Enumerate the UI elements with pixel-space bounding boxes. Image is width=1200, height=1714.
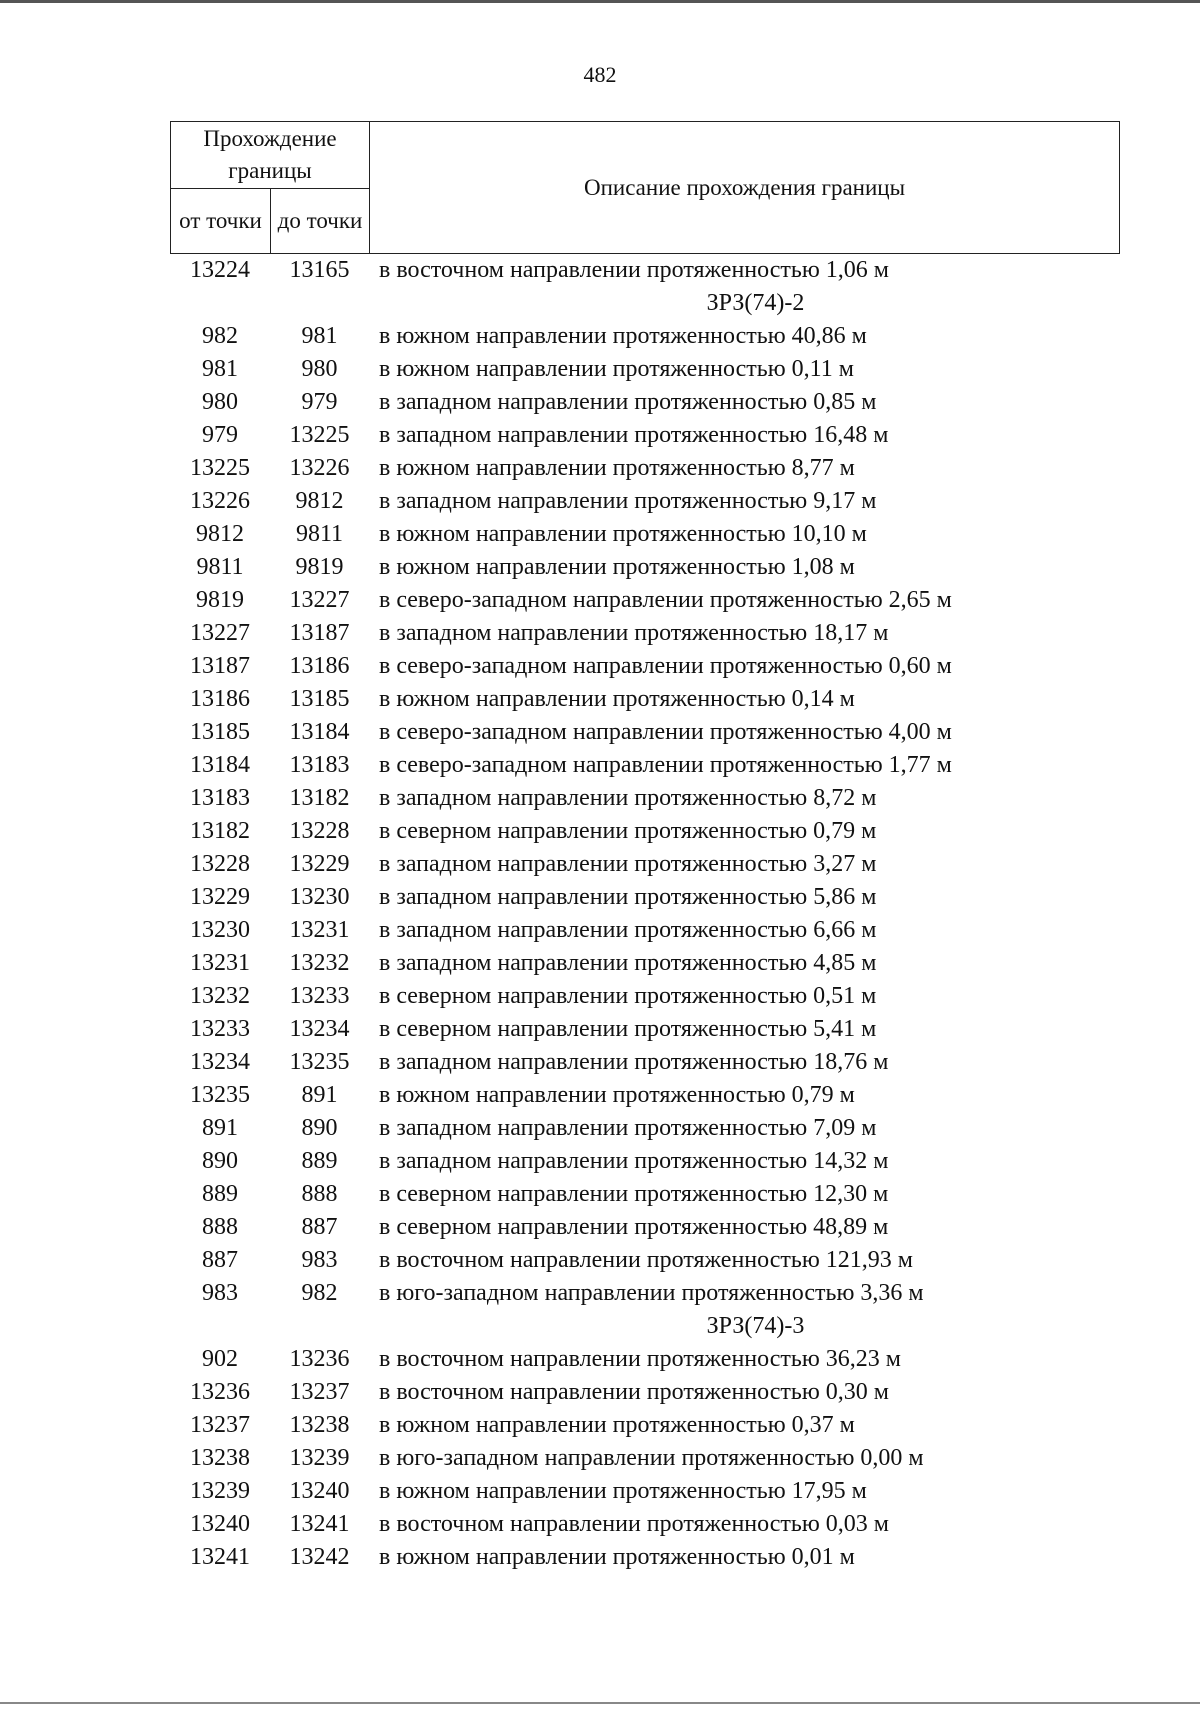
description-cell: в северо-западном направлении протяженностью 1,77 м xyxy=(379,752,952,778)
to-point-cell: 13235 xyxy=(289,1049,350,1075)
description-cell: в западном направлении протяженностью 8,72 м xyxy=(379,785,877,811)
description-cell: в южном направлении протяженностью 0,01 м xyxy=(379,1544,855,1570)
table-row xyxy=(170,1013,1119,1046)
to-point-cell: 9812 xyxy=(295,488,344,514)
table-row xyxy=(170,749,1119,782)
description-cell: в западном направлении протяженностью 9,17 м xyxy=(379,488,877,514)
from-point-cell: 13240 xyxy=(190,1511,250,1537)
from-point-cell: 982 xyxy=(202,323,238,349)
scan-top-edge xyxy=(0,0,1200,3)
to-point-cell: 889 xyxy=(301,1148,338,1174)
table-header xyxy=(170,121,1120,254)
description-cell: в северо-западном направлении протяженностью 4,00 м xyxy=(379,719,952,745)
from-point-cell: 887 xyxy=(202,1247,238,1273)
header-from-point: от точки xyxy=(171,189,271,254)
boundary-table-body xyxy=(170,254,1119,1574)
to-point-cell: 13186 xyxy=(289,653,350,679)
from-point-cell: 13183 xyxy=(190,785,250,811)
description-cell: в северо-западном направлении протяженностью 0,60 м xyxy=(379,653,952,679)
to-point-cell: 13229 xyxy=(289,851,350,877)
table-row xyxy=(170,1079,1119,1112)
table-row xyxy=(170,584,1119,617)
from-point-cell: 13184 xyxy=(190,752,250,778)
description-cell: в юго-западном направлении протяженностью 0,00 м xyxy=(379,1445,924,1471)
to-point-cell: 13237 xyxy=(289,1379,350,1405)
section-heading-row xyxy=(170,1310,1119,1343)
description-cell: в западном направлении протяженностью 5,86 м xyxy=(379,884,877,910)
description-cell: в восточном направлении протяженностью 1,06 м xyxy=(379,257,889,283)
description-cell: в южном направлении протяженностью 8,77 м xyxy=(379,455,855,481)
description-cell: в северном направлении протяженностью 12,30 м xyxy=(379,1181,889,1207)
from-point-cell: 13238 xyxy=(190,1445,250,1471)
table-row xyxy=(170,1112,1119,1145)
description-cell: в восточном направлении протяженностью 0,30 м xyxy=(379,1379,889,1405)
to-point-cell: 13239 xyxy=(289,1445,350,1471)
to-point-cell: 13233 xyxy=(289,983,350,1009)
to-point-cell: 980 xyxy=(301,356,338,382)
from-point-cell: 13186 xyxy=(190,686,250,712)
description-cell: в западном направлении протяженностью 4,85 м xyxy=(379,950,877,976)
from-point-cell: 888 xyxy=(202,1214,238,1240)
to-point-cell: 13230 xyxy=(289,884,350,910)
from-point-cell: 980 xyxy=(202,389,238,415)
to-point-cell: 13228 xyxy=(289,818,350,844)
description-cell: в восточном направлении протяженностью 121,93 м xyxy=(379,1247,913,1273)
description-cell: в западном направлении протяженностью 3,27 м xyxy=(379,851,877,877)
from-point-cell: 13231 xyxy=(190,950,250,976)
description-cell: в западном направлении протяженностью 16,48 м xyxy=(379,422,889,448)
table-row xyxy=(170,617,1119,650)
to-point-cell: 13234 xyxy=(289,1016,350,1042)
from-point-cell: 13224 xyxy=(190,257,250,283)
table-row xyxy=(170,716,1119,749)
description-cell: в южном направлении протяженностью 17,95 м xyxy=(379,1478,867,1504)
from-point-cell: 13241 xyxy=(190,1544,250,1570)
from-point-cell: 983 xyxy=(202,1280,238,1306)
from-point-cell: 13185 xyxy=(190,719,250,745)
from-point-cell: 13237 xyxy=(190,1412,250,1438)
from-point-cell: 13232 xyxy=(190,983,250,1009)
from-point-cell: 9812 xyxy=(196,521,244,547)
section-heading-row xyxy=(170,287,1119,320)
from-point-cell: 979 xyxy=(202,422,238,448)
table-row xyxy=(170,782,1119,815)
table-row xyxy=(170,1376,1119,1409)
to-point-cell: 887 xyxy=(301,1214,338,1240)
to-point-cell: 979 xyxy=(301,389,338,415)
description-cell: в южном направлении протяженностью 10,10 м xyxy=(379,521,867,547)
to-point-cell: 13183 xyxy=(289,752,350,778)
table-row xyxy=(170,1442,1119,1475)
from-point-cell: 9811 xyxy=(196,554,244,580)
from-point-cell: 13228 xyxy=(190,851,250,877)
from-point-cell: 13187 xyxy=(190,653,250,679)
table-row xyxy=(170,551,1119,584)
section-label: ЗРЗ(74)-2 xyxy=(706,290,805,316)
description-cell: в южном направлении протяженностью 0,14 м xyxy=(379,686,855,712)
table-row xyxy=(170,1343,1119,1376)
from-point-cell: 13225 xyxy=(190,455,250,481)
header-boundary-passage: Прохождение границы xyxy=(171,122,370,189)
table-row xyxy=(170,1508,1119,1541)
table-row xyxy=(170,683,1119,716)
table-row xyxy=(170,386,1119,419)
description-cell: в западном направлении протяженностью 14,32 м xyxy=(379,1148,889,1174)
description-cell: в северном направлении протяженностью 0,51 м xyxy=(379,983,877,1009)
table-row xyxy=(170,815,1119,848)
from-point-cell: 13236 xyxy=(190,1379,250,1405)
description-cell: в восточном направлении протяженностью 0,03 м xyxy=(379,1511,889,1537)
from-point-cell: 13182 xyxy=(190,818,250,844)
to-point-cell: 981 xyxy=(301,323,338,349)
description-cell: в западном направлении протяженностью 0,85 м xyxy=(379,389,877,415)
table-row xyxy=(170,1178,1119,1211)
table-row xyxy=(170,320,1119,353)
description-cell: в северо-западном направлении протяженностью 2,65 м xyxy=(379,587,952,613)
from-point-cell: 889 xyxy=(202,1181,238,1207)
from-point-cell: 890 xyxy=(202,1148,238,1174)
from-point-cell: 981 xyxy=(202,356,238,382)
page-number: 482 xyxy=(583,62,617,87)
from-point-cell: 902 xyxy=(202,1346,238,1372)
to-point-cell: 9811 xyxy=(295,521,344,547)
description-cell: в юго-западном направлении протяженностью 3,36 м xyxy=(379,1280,924,1306)
table-row xyxy=(170,1277,1119,1310)
to-point-cell: 13238 xyxy=(289,1412,350,1438)
to-point-cell: 13225 xyxy=(289,422,350,448)
to-point-cell: 891 xyxy=(301,1082,338,1108)
description-cell: в западном направлении протяженностью 18,76 м xyxy=(379,1049,889,1075)
table-row xyxy=(170,518,1119,551)
to-point-cell: 13242 xyxy=(289,1544,350,1570)
from-point-cell: 891 xyxy=(202,1115,238,1141)
description-cell: в южном направлении протяженностью 0,79 м xyxy=(379,1082,855,1108)
table-row xyxy=(170,848,1119,881)
from-point-cell: 9819 xyxy=(196,587,244,613)
from-point-cell: 13233 xyxy=(190,1016,250,1042)
to-point-cell: 13232 xyxy=(289,950,350,976)
table-row xyxy=(170,1046,1119,1079)
description-cell: в северном направлении протяженностью 5,41 м xyxy=(379,1016,877,1042)
description-cell: в северном направлении протяженностью 0,79 м xyxy=(379,818,877,844)
description-cell: в северном направлении протяженностью 48,89 м xyxy=(379,1214,889,1240)
table-row xyxy=(170,1475,1119,1508)
description-cell: в южном направлении протяженностью 40,86 м xyxy=(379,323,867,349)
from-point-cell: 13234 xyxy=(190,1049,250,1075)
to-point-cell: 13226 xyxy=(289,455,350,481)
table-row xyxy=(170,1244,1119,1277)
to-point-cell: 888 xyxy=(301,1181,338,1207)
to-point-cell: 982 xyxy=(301,1280,338,1306)
table-row xyxy=(170,485,1119,518)
description-cell: в западном направлении протяженностью 7,09 м xyxy=(379,1115,877,1141)
table-row xyxy=(170,419,1119,452)
from-point-cell: 13227 xyxy=(190,620,250,646)
table-row xyxy=(170,947,1119,980)
table-row xyxy=(170,1145,1119,1178)
description-cell: в западном направлении протяженностью 18,17 м xyxy=(379,620,889,646)
from-point-cell: 13226 xyxy=(190,488,250,514)
table-row xyxy=(170,650,1119,683)
to-point-cell: 13184 xyxy=(289,719,350,745)
description-cell: в южном направлении протяженностью 0,37 м xyxy=(379,1412,855,1438)
table-row xyxy=(170,353,1119,386)
from-point-cell: 13235 xyxy=(190,1082,250,1108)
section-label: ЗРЗ(74)-3 xyxy=(706,1313,805,1339)
from-point-cell: 13230 xyxy=(190,917,250,943)
to-point-cell: 13236 xyxy=(289,1346,350,1372)
description-cell: в южном направлении протяженностью 1,08 м xyxy=(379,554,855,580)
from-point-cell: 13239 xyxy=(190,1478,250,1504)
table-row xyxy=(170,452,1119,485)
to-point-cell: 13185 xyxy=(289,686,350,712)
to-point-cell: 13227 xyxy=(289,587,350,613)
to-point-cell: 13165 xyxy=(289,257,350,283)
to-point-cell: 13240 xyxy=(289,1478,350,1504)
table-row xyxy=(170,914,1119,947)
table-row xyxy=(170,980,1119,1013)
header-to-point: до точки xyxy=(271,189,370,254)
to-point-cell: 890 xyxy=(301,1115,338,1141)
table-row xyxy=(170,254,1119,287)
table-row xyxy=(170,1409,1119,1442)
description-cell: в южном направлении протяженностью 0,11 м xyxy=(379,356,854,382)
to-point-cell: 13231 xyxy=(289,917,350,943)
description-cell: в восточном направлении протяженностью 36,23 м xyxy=(379,1346,901,1372)
table-row xyxy=(170,881,1119,914)
header-description: Описание прохождения границы xyxy=(370,122,1120,254)
to-point-cell: 13182 xyxy=(289,785,350,811)
to-point-cell: 983 xyxy=(301,1247,338,1273)
table-row xyxy=(170,1211,1119,1244)
to-point-cell: 13187 xyxy=(289,620,350,646)
description-cell: в западном направлении протяженностью 6,66 м xyxy=(379,917,877,943)
to-point-cell: 13241 xyxy=(289,1511,350,1537)
to-point-cell: 9819 xyxy=(295,554,344,580)
table-row xyxy=(170,1541,1119,1574)
from-point-cell: 13229 xyxy=(190,884,250,910)
scan-bottom-edge xyxy=(0,1702,1200,1704)
